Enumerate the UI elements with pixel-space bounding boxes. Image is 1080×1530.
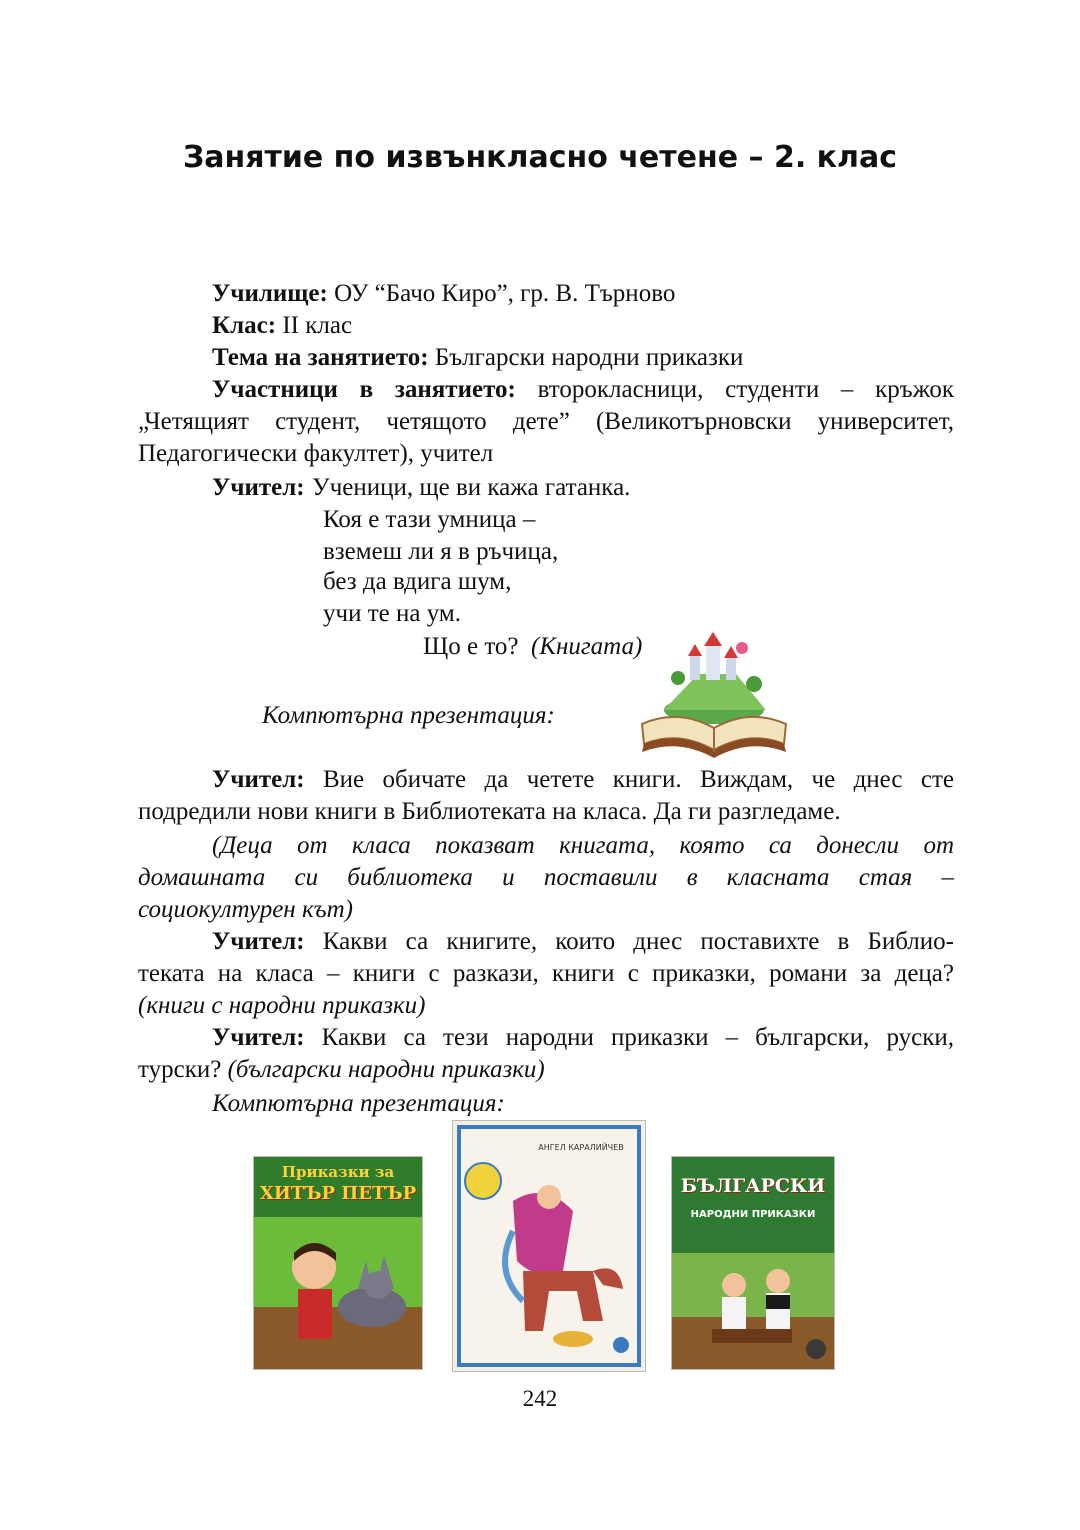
note-2: [138, 990, 426, 1022]
participants-line-1: второкласници, студенти – кръжок: [515, 376, 954, 403]
info-topic: [212, 342, 743, 374]
teacher-line-1b: подредили нови книги в Библиотеката на класа. Да ги разгледаме.: [138, 798, 841, 825]
cover-3-title-2: НАРОДНИ ПРИКАЗКИ: [690, 1209, 816, 1220]
open-book-illustration: [638, 628, 790, 760]
riddle-line-2: вземеш ли я в ръчица,: [323, 538, 559, 565]
info-class: [212, 310, 352, 342]
cover-1-title-2: ХИТЪР ПЕТЪР: [259, 1183, 417, 1204]
teacher-line-3b-text: турски?: [138, 1056, 228, 1083]
note-1-line-2: [138, 862, 954, 894]
teacher-label-2: Учител:: [212, 928, 305, 955]
cover-3-title-1: БЪЛГАРСКИ: [680, 1175, 826, 1197]
page-title: Занятие по извънкласно четене – 2. клас: [182, 140, 898, 175]
teacher-line-2b: теката на класа – книги с разкази, книги с приказки, романи за деца?: [138, 960, 954, 987]
topic-value: Български народни приказки: [428, 344, 744, 371]
riddle-line-1: Коя е тази умница –: [323, 506, 536, 533]
riddle-question-row: [423, 631, 642, 663]
school-label: Училище:: [212, 280, 328, 307]
cover-1-title-1: Приказки за: [281, 1163, 395, 1181]
participants-label: Участници в занятието:: [212, 376, 516, 403]
riddle-answer: (Книгата): [531, 633, 643, 660]
riddle-line-3: без да вдига шум,: [323, 568, 512, 595]
presentation-label-2: [212, 1088, 505, 1120]
teacher-line-2: [212, 926, 954, 958]
teacher-line-2-text: Какви са книгите, които днес поставихте в Библио-: [304, 928, 954, 955]
info-participants: [212, 374, 954, 406]
note-1-line-1-text: (Деца от класа показват книгата, която са донесли от: [212, 832, 954, 859]
riddle-teacher-label: Учител:: [212, 474, 305, 501]
presentation-label-1-text: Компютърна презентация:: [262, 702, 555, 729]
teacher-label-1: Учител:: [212, 766, 305, 793]
teacher-line-3b-answer: (български народни приказки): [227, 1056, 545, 1083]
teacher-line-1: [212, 764, 954, 796]
riddle-question: Що е то?: [423, 633, 519, 660]
class-value: II клас: [276, 312, 353, 339]
book-cover-karaliychev: [452, 1120, 646, 1372]
participants-line-2: „Четящият студент, четящото дете” (Великотърновски университет,: [138, 408, 954, 435]
topic-label: Тема на занятието:: [212, 344, 429, 371]
note-1-line-3: [138, 894, 353, 926]
teacher-line-3-text: Какви са тези народни приказки – български, руски,: [304, 1024, 954, 1051]
riddle-intro: Ученици, ще ви кажа гатанка.: [312, 474, 631, 501]
karaliychev-illustration: [453, 1121, 645, 1371]
teacher-line-3: [212, 1022, 954, 1054]
presentation-label-2-text: Компютърна презентация:: [212, 1090, 505, 1117]
book-cover-balgarski: [671, 1156, 835, 1370]
note-1-line-1: [212, 830, 954, 862]
book-cover-hitar-petar: [253, 1156, 423, 1370]
participants-line-3: Педагогически факултет), учител: [138, 440, 494, 467]
cover-2-author: АНГЕЛ КАРАЛИЙЧЕВ: [538, 1143, 624, 1152]
class-label: Клас:: [212, 312, 277, 339]
page-number: 242: [522, 1386, 558, 1411]
presentation-label-1: [262, 700, 555, 732]
note-1-line-3-text: социокултурен кът): [138, 896, 353, 923]
school-value: ОУ “Бачо Киро”, гр. В. Търново: [327, 280, 676, 307]
riddle-line-4: учи те на ум.: [323, 600, 461, 627]
note-1-line-2-text: домашната си библиотека и поставили в класната стая –: [138, 864, 954, 891]
teacher-line-3b: [138, 1054, 545, 1086]
teacher-label-3: Учител:: [212, 1024, 305, 1051]
note-2-text: (книги с народни приказки): [138, 992, 426, 1019]
riddle-intro-row: [212, 472, 305, 504]
teacher-line-1-text: Вие обичате да четете книги. Виждам, че днес сте: [304, 766, 954, 793]
info-school: [212, 278, 675, 310]
